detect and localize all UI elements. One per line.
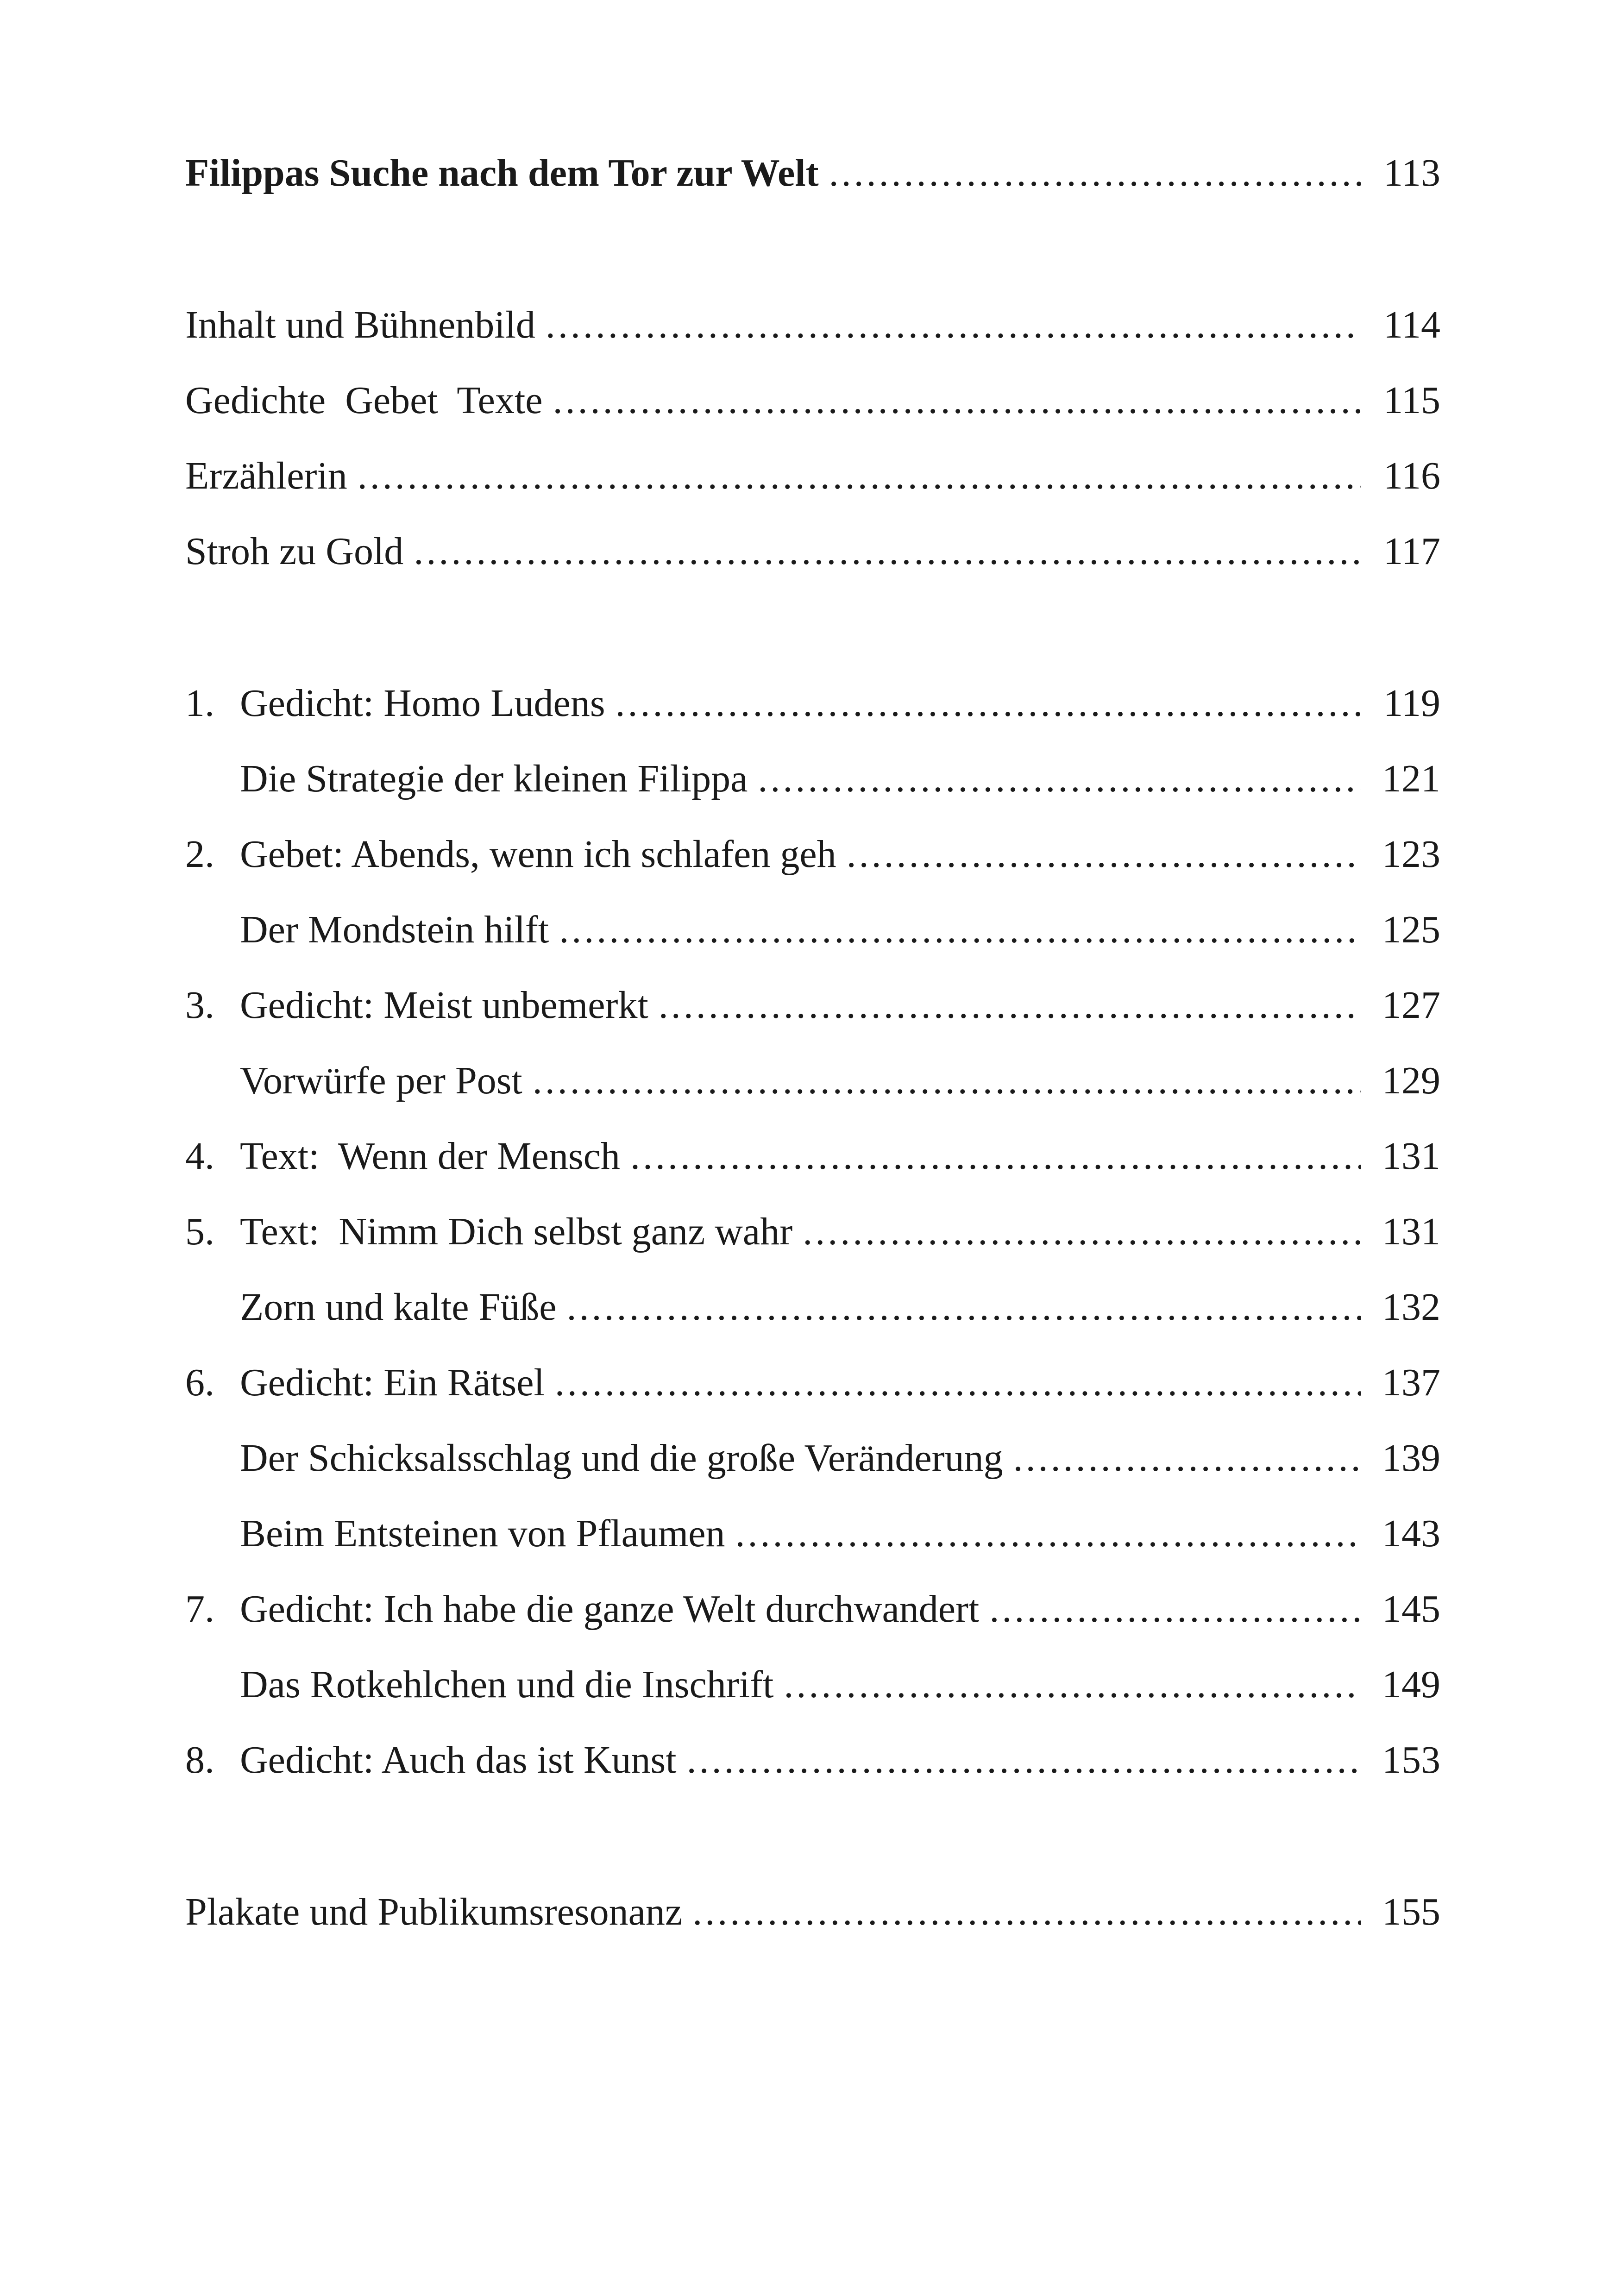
toc-entry-number: 7.	[185, 1587, 214, 1631]
toc-entry-page: 155	[1382, 1890, 1440, 1933]
toc-entry-title: Gedichte Gebet Texte	[185, 379, 543, 422]
toc-entry-title: Vorwürfe per Post	[240, 1059, 522, 1102]
dot-leader	[735, 1496, 1361, 1571]
toc-entry-title: Plakate und Publikumsresonanz	[185, 1890, 683, 1933]
toc-entry-page: 145	[1382, 1587, 1440, 1631]
toc-entry-page: 116	[1383, 454, 1440, 497]
toc-entry-title: Gedicht: Homo Ludens	[240, 682, 605, 725]
toc-entry-title: Inhalt und Bühnenbild	[185, 303, 535, 346]
toc-heading-entry	[185, 135, 1440, 211]
toc-heading-title: Filippas Suche nach dem Tor zur Welt	[185, 151, 819, 194]
dot-leader	[358, 438, 1361, 514]
toc-entry-page: 153	[1382, 1738, 1440, 1782]
dot-leader	[553, 363, 1361, 438]
dot-leader	[687, 1722, 1361, 1798]
toc-entry-title: Gebet: Abends, wenn ich schlafen geh	[240, 833, 836, 876]
dot-leader	[758, 741, 1361, 816]
toc-entry-title: Der Mondstein hilft	[240, 908, 549, 951]
dot-leader	[567, 1269, 1361, 1345]
toc-entry	[185, 741, 1440, 816]
dot-leader	[847, 816, 1361, 892]
table-of-contents	[185, 135, 1440, 1950]
toc-entry-title: Gedicht: Ich habe die ganze Welt durchwandert	[240, 1587, 980, 1631]
toc-entry	[185, 514, 1440, 589]
toc-entry-title: Beim Entsteinen von Pflaumen	[240, 1512, 725, 1555]
toc-entry-number: 8.	[185, 1738, 214, 1782]
toc-entry	[185, 1647, 1440, 1722]
toc-entry-title: Text: Nimm Dich selbst ganz wahr	[240, 1210, 793, 1253]
toc-entry-title: Die Strategie der kleinen Filippa	[240, 757, 748, 800]
dot-leader	[546, 287, 1361, 363]
toc-entry-title: Erzählerin	[185, 454, 347, 497]
toc-entry	[185, 438, 1440, 514]
toc-entry	[185, 1118, 1440, 1194]
toc-entry-page: 127	[1382, 984, 1440, 1027]
section-spacer	[185, 1798, 1440, 1874]
toc-entry	[185, 1043, 1440, 1118]
toc-entry-title: Zorn und kalte Füße	[240, 1286, 557, 1329]
toc-entry	[185, 363, 1440, 438]
toc-entry	[185, 287, 1440, 363]
toc-entry-page: 139	[1382, 1437, 1440, 1480]
toc-entry-page: 115	[1383, 379, 1440, 422]
toc-entry	[185, 1345, 1440, 1420]
toc-entry-page: 143	[1382, 1512, 1440, 1555]
toc-entry-number: 6.	[185, 1361, 214, 1404]
dot-leader	[533, 1043, 1361, 1118]
dot-leader	[1013, 1420, 1361, 1496]
toc-entry	[185, 1722, 1440, 1798]
toc-entry-page: 125	[1382, 908, 1440, 951]
toc-entry-number: 1.	[185, 682, 214, 725]
toc-entry-title: Gedicht: Auch das ist Kunst	[240, 1738, 677, 1782]
toc-entry-title: Text: Wenn der Mensch	[240, 1135, 620, 1178]
toc-entry	[185, 892, 1440, 967]
toc-entry-number: 2.	[185, 833, 214, 876]
dot-leader	[829, 135, 1361, 211]
dot-leader	[692, 1874, 1361, 1950]
toc-entry-title: Stroh zu Gold	[185, 530, 404, 573]
dot-leader	[784, 1647, 1361, 1722]
toc-entry-number: 3.	[185, 984, 214, 1027]
toc-entry	[185, 1571, 1440, 1647]
toc-entry-page: 129	[1382, 1059, 1440, 1102]
toc-entry	[185, 1496, 1440, 1571]
toc-entry-page: 132	[1382, 1286, 1440, 1329]
toc-entry-page: 117	[1383, 530, 1440, 573]
toc-entry-page: 131	[1382, 1210, 1440, 1253]
toc-entry-page: 123	[1382, 833, 1440, 876]
toc-entry	[185, 1194, 1440, 1269]
dot-leader	[555, 1345, 1361, 1420]
toc-entry-page: 149	[1382, 1663, 1440, 1706]
toc-entry-title: Das Rotkehlchen und die Inschrift	[240, 1663, 774, 1706]
dot-leader	[630, 1118, 1361, 1194]
toc-entry-title: Gedicht: Ein Rätsel	[240, 1361, 545, 1404]
section-spacer	[185, 211, 1440, 287]
toc-entry	[185, 816, 1440, 892]
toc-entry-title: Gedicht: Meist unbemerkt	[240, 984, 648, 1027]
toc-entry-page: 121	[1382, 757, 1440, 800]
toc-entry-number: 4.	[185, 1135, 214, 1178]
toc-entry-page: 114	[1383, 303, 1440, 346]
dot-leader	[414, 514, 1361, 589]
toc-entry	[185, 1420, 1440, 1496]
toc-entry	[185, 1874, 1440, 1950]
toc-entry	[185, 665, 1440, 741]
dot-leader	[559, 892, 1361, 967]
dot-leader	[989, 1571, 1361, 1647]
dot-leader	[803, 1194, 1361, 1269]
toc-entry-number: 5.	[185, 1210, 214, 1253]
toc-entry	[185, 1269, 1440, 1345]
dot-leader	[659, 967, 1361, 1043]
toc-entry-page: 131	[1382, 1135, 1440, 1178]
toc-entry	[185, 967, 1440, 1043]
toc-entry-page: 119	[1383, 682, 1440, 725]
section-spacer	[185, 589, 1440, 665]
toc-entry-page: 137	[1382, 1361, 1440, 1404]
toc-heading-page: 113	[1383, 151, 1440, 194]
toc-entry-title: Der Schicksalsschlag und die große Veränderung	[240, 1437, 1003, 1480]
dot-leader	[616, 665, 1361, 741]
